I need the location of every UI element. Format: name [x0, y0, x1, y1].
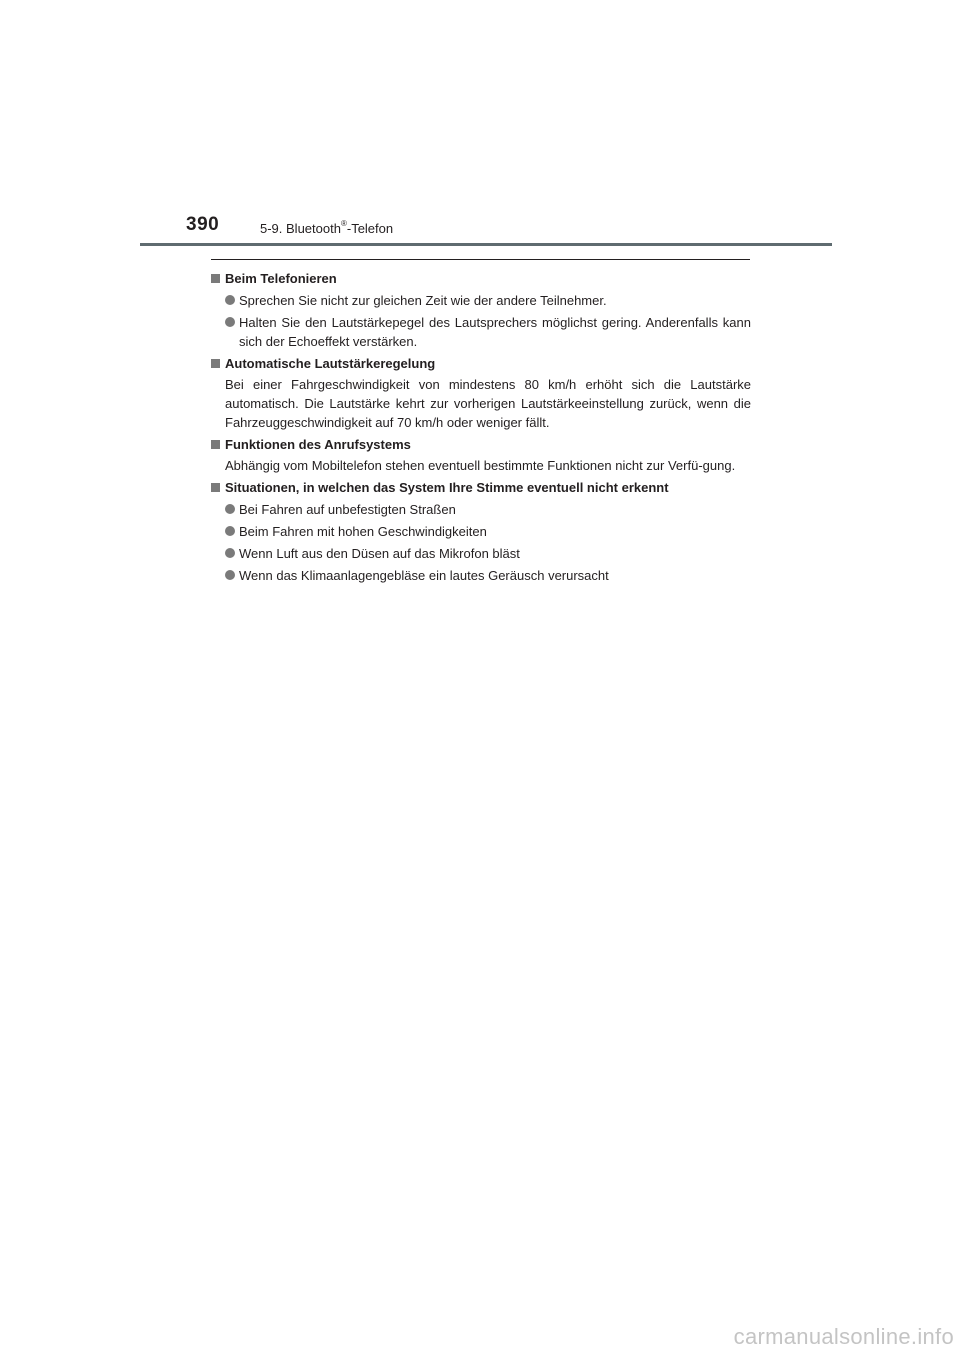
circle-bullet-icon — [225, 548, 235, 558]
chapter-prefix: 5-9. Bluetooth — [260, 221, 341, 236]
section-heading-funktionen — [211, 435, 751, 454]
section-rule — [211, 259, 750, 260]
square-bullet-icon — [211, 440, 220, 449]
circle-bullet-icon — [225, 295, 235, 305]
list-item-text: Beim Fahren mit hohen Geschwindigkeiten — [239, 524, 487, 539]
circle-bullet-icon — [225, 570, 235, 580]
heading-text: Automatische Lautstärkeregelung — [225, 356, 436, 371]
page-number: 390 — [186, 214, 220, 235]
watermark: carmanualsonline.info — [733, 1324, 954, 1349]
list-item-text: Wenn das Klimaanlagengebläse ein lautes Geräusch verursacht — [239, 568, 609, 583]
circle-bullet-icon — [225, 317, 235, 327]
square-bullet-icon — [211, 359, 220, 368]
list-item — [211, 291, 751, 310]
chapter-title — [260, 221, 393, 236]
list-item-text: Wenn Luft aus den Düsen auf das Mikrofon bläst — [239, 546, 520, 561]
circle-bullet-icon — [225, 504, 235, 514]
list-item-text: Sprechen Sie nicht zur gleichen Zeit wie der andere Teilnehmer. — [239, 293, 607, 308]
list-item — [211, 566, 751, 585]
page-content — [211, 269, 751, 585]
list-item — [211, 544, 751, 563]
chapter-suffix: -Telefon — [346, 221, 394, 236]
list-item-text: Halten Sie den Lautstärkepegel des Lautsprechers möglichst gering. Anderenfalls kann sich der Echoeffekt verstärken. — [239, 315, 751, 349]
list-item — [211, 522, 751, 541]
heading-text: Beim Telefonieren — [225, 271, 337, 286]
square-bullet-icon — [211, 483, 220, 492]
heading-text: Situationen, in welchen das System Ihre Stimme eventuell nicht erkennt — [225, 480, 669, 495]
list-item — [211, 313, 751, 351]
section-paragraph: Bei einer Fahrgeschwindigkeit von mindestens 80 km/h erhöht sich die Lautstärke automatisch. Die Lautstärke kehrt zur vorherigen Lautstärkeeinstellung zurück, wenn die Fahrzeuggeschwindigkeit auf 70 km/h oder weniger fällt. — [225, 377, 751, 430]
circle-bullet-icon — [225, 526, 235, 536]
section-heading-situationen — [211, 478, 751, 497]
section-heading-beim-telefonieren — [211, 269, 751, 288]
registered-mark: ® — [340, 219, 347, 228]
square-bullet-icon — [211, 274, 220, 283]
list-item — [211, 500, 751, 519]
section-paragraph: Abhängig vom Mobiltelefon stehen eventuell bestimmte Funktionen nicht zur Verfü-gung. — [225, 458, 736, 473]
section-heading-automatische-lautstaerkeregelung — [211, 354, 751, 373]
list-item-text: Bei Fahren auf unbefestigten Straßen — [239, 502, 456, 517]
heading-text: Funktionen des Anrufsystems — [225, 437, 411, 452]
header-rule — [140, 243, 832, 246]
